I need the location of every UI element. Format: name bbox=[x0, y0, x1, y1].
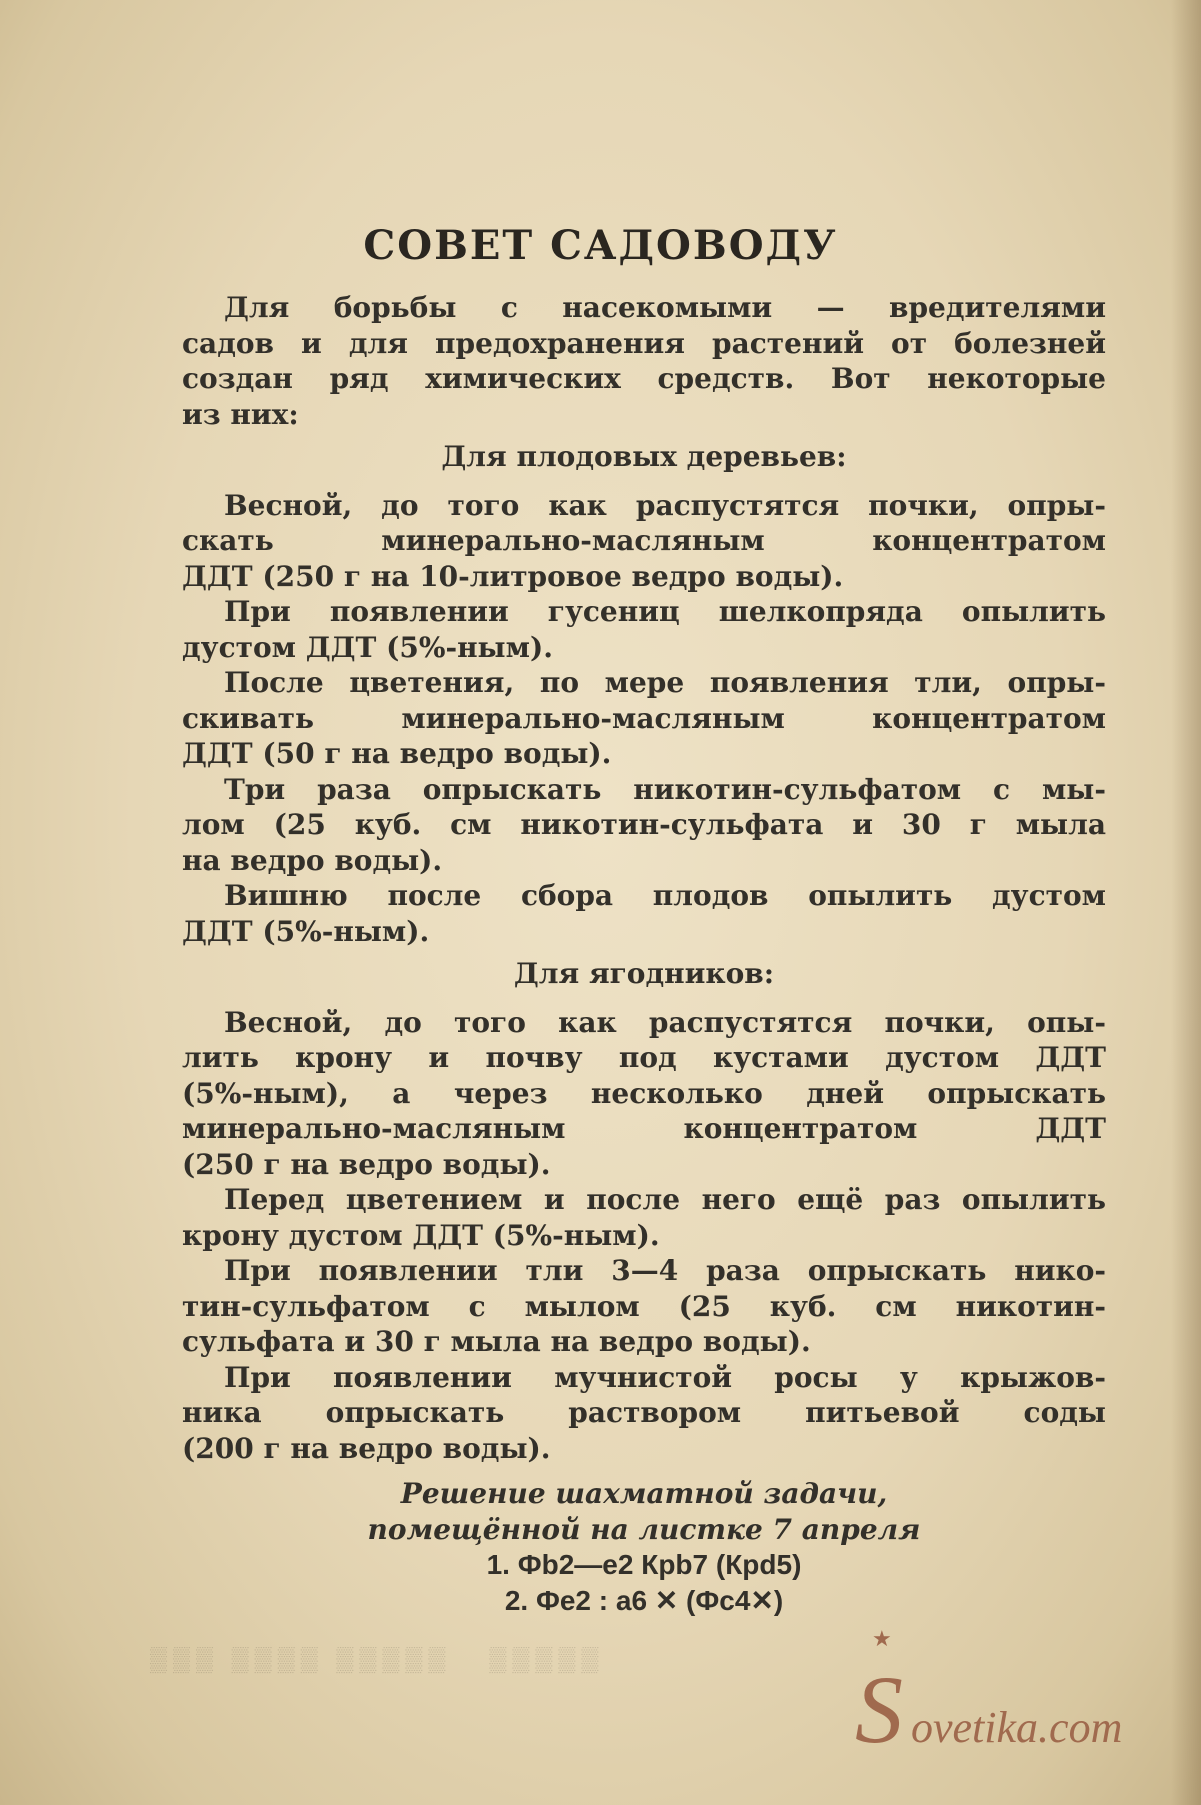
text-line: минерально-масляным концентратом ДДТ bbox=[182, 1112, 1106, 1145]
paragraph bbox=[182, 772, 1106, 879]
text-line: (5%-ным), а через несколько дней опрыскать bbox=[182, 1076, 1106, 1110]
text-line: Весной, до того как распустятся почки, опры- bbox=[224, 488, 1106, 522]
text-line: (200 г на ведро воды). bbox=[182, 1431, 551, 1465]
bleed-through-text: ▒▒▒ ▒▒▒▒ ▒▒▒▒▒ ▒▒▒▒▒ bbox=[150, 1646, 605, 1673]
paragraph bbox=[182, 878, 1106, 949]
text-line: ДДТ (50 г на ведро воды). bbox=[182, 737, 612, 770]
text-line: Для плодовых деревьев: bbox=[441, 440, 847, 473]
watermark-s: S bbox=[855, 1656, 903, 1763]
text-line: Весной, до того как распустятся почки, опы- bbox=[224, 1005, 1106, 1039]
watermark-text: ovetika.com bbox=[911, 1703, 1123, 1752]
watermark-logo bbox=[855, 1656, 1123, 1763]
text-line: После цветения, по мере появления тли, опры- bbox=[224, 666, 1106, 699]
text-line: Для борьбы с насекомыми — вредителями bbox=[224, 291, 1106, 324]
text-line: Решение шахматной задачи, bbox=[400, 1477, 888, 1510]
text-line: садов и для предохранения растений от болезней bbox=[182, 326, 1106, 360]
text-line: скивать минерально-масляным концентратом bbox=[182, 701, 1106, 735]
text-line: ДДТ (5%-ным). bbox=[182, 914, 430, 948]
text-line: ника опрыскать раствором питьевой соды bbox=[182, 1396, 1106, 1429]
text-line: (250 г на ведро воды). bbox=[182, 1147, 551, 1181]
text-line: тин-сульфатом с мылом (25 куб. см никотин- bbox=[182, 1289, 1106, 1323]
text-line: Три раза опрыскать никотин-сульфатом с мы- bbox=[224, 772, 1106, 806]
text-line: скать минерально-масляным концентратом bbox=[182, 524, 1106, 557]
paragraph bbox=[182, 488, 1106, 595]
text-line: дустом ДДТ (5%-ным). bbox=[182, 630, 553, 664]
text-line: Перед цветением и после него ещё раз опылить bbox=[224, 1183, 1106, 1216]
page-edge-shadow bbox=[1171, 0, 1201, 1805]
text-line: 1. Фb2—e2 Крb7 (Крd5) bbox=[486, 1549, 802, 1580]
paragraph bbox=[182, 1360, 1106, 1467]
article-body bbox=[182, 290, 1106, 1618]
star-icon: ★ bbox=[872, 1627, 892, 1652]
text-line: 2. Фe2 : a6 ✕ (Фc4✕) bbox=[504, 1584, 784, 1616]
text-line: создан ряд химических средств. Вот некоторые bbox=[182, 362, 1106, 395]
text-line: сульфата и 30 г мыла на ведро воды). bbox=[182, 1325, 811, 1358]
text-line: Вишню после сбора плодов опылить дустом bbox=[224, 879, 1106, 912]
text-line: Для ягодников: bbox=[513, 957, 775, 990]
text-line: из них: bbox=[182, 397, 299, 431]
text-line: При появлении гусениц шелкопряда опылить bbox=[224, 595, 1106, 628]
text-line: на ведро воды). bbox=[182, 843, 443, 877]
paragraph bbox=[182, 290, 1106, 432]
text-line: лить крону и почву под кустами дустом ДДТ bbox=[182, 1041, 1106, 1074]
section-heading bbox=[182, 956, 1106, 992]
paragraph bbox=[182, 1182, 1106, 1253]
chess-solution bbox=[182, 1547, 1106, 1618]
text-line: крону дустом ДДТ (5%-ным). bbox=[182, 1218, 660, 1252]
text-line: лом (25 куб. см никотин-сульфата и 30 г мыла bbox=[182, 808, 1106, 841]
paragraph bbox=[182, 594, 1106, 665]
paragraph bbox=[182, 665, 1106, 772]
paragraph bbox=[182, 1005, 1106, 1183]
section-heading bbox=[182, 439, 1106, 475]
text-line: ДДТ (250 г на 10-литровое ведро воды). bbox=[182, 559, 844, 593]
text-line: При появлении мучнистой росы у крыжов- bbox=[224, 1360, 1106, 1394]
text-line: При появлении тли 3—4 раза опрыскать нико- bbox=[224, 1254, 1106, 1287]
chess-heading bbox=[182, 1476, 1106, 1547]
page-title: СОВЕТ САДОВОДУ bbox=[363, 222, 838, 269]
paragraph bbox=[182, 1253, 1106, 1360]
text-line: помещённой на листке 7 апреля bbox=[367, 1512, 921, 1546]
